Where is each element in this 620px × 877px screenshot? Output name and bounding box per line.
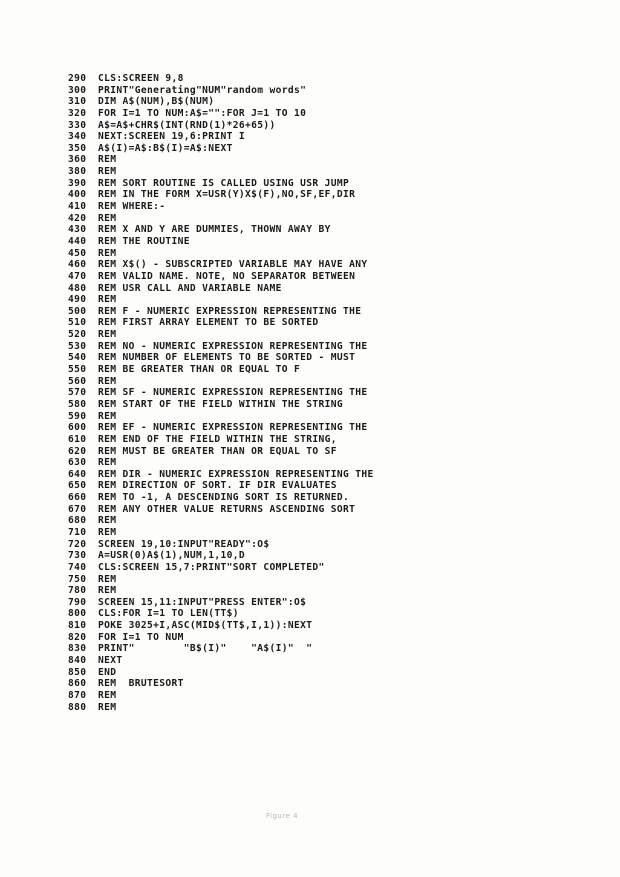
line-number: 630 — [68, 457, 87, 469]
line-number: 840 — [68, 655, 87, 667]
code-line — [68, 515, 374, 527]
code-text: REM X$() - SUBSCRIPTED VARIABLE MAY HAVE ANY — [98, 259, 368, 271]
code-line — [68, 271, 374, 283]
code-text: REM — [98, 457, 117, 469]
code-line — [68, 154, 374, 166]
code-line — [68, 608, 374, 620]
code-line — [68, 283, 374, 295]
code-line — [68, 690, 374, 702]
line-number: 720 — [68, 538, 87, 550]
code-text: REM VALID NAME. NOTE, NO SEPARATOR BETWEEN — [98, 270, 356, 282]
code-text: REM BE GREATER THAN OR EQUAL TO F — [98, 364, 301, 376]
code-line — [68, 585, 374, 597]
code-text: A=USR(0)A$(1),NUM,1,10,D — [98, 550, 246, 562]
line-number: 460 — [68, 259, 87, 271]
code-text: POKE 3025+I,ASC(MID$(TT$,I,1)):NEXT — [98, 620, 313, 632]
code-text: FOR I=1 TO NUM:A$="":FOR J=1 TO 10 — [98, 107, 307, 119]
code-text: REM TO -1, A DESCENDING SORT IS RETURNED. — [98, 492, 350, 504]
code-line — [68, 236, 374, 248]
code-text: REM X AND Y ARE DUMMIES, THOWN AWAY BY — [98, 224, 331, 236]
code-text: REM — [98, 701, 117, 713]
line-number: 880 — [68, 701, 87, 713]
code-text: DIM A$(NUM),B$(NUM) — [98, 96, 215, 108]
line-number: 670 — [68, 503, 87, 515]
line-number: 310 — [68, 96, 87, 108]
code-text: REM — [98, 573, 117, 585]
line-number: 660 — [68, 492, 87, 504]
code-text: REM EF - NUMERIC EXPRESSION REPRESENTING THE — [98, 422, 368, 434]
line-number: 710 — [68, 526, 87, 538]
code-line — [68, 539, 374, 551]
line-number: 440 — [68, 235, 87, 247]
code-text: END — [98, 666, 117, 678]
line-number: 790 — [68, 596, 87, 608]
code-line — [68, 550, 374, 562]
line-number: 740 — [68, 561, 87, 573]
basic-program-listing — [68, 73, 374, 713]
line-number: 330 — [68, 119, 87, 131]
code-line — [68, 189, 374, 201]
code-line — [68, 457, 374, 469]
code-text: REM WHERE:- — [98, 201, 166, 213]
code-line — [68, 480, 374, 492]
code-line — [68, 411, 374, 423]
code-text: REM — [98, 375, 117, 387]
code-text: CLS:FOR I=1 TO LEN(TT$) — [98, 608, 239, 620]
code-text: REM NO - NUMERIC EXPRESSION REPRESENTING THE — [98, 340, 368, 352]
code-line — [68, 422, 374, 434]
line-number: 320 — [68, 107, 87, 119]
code-text: REM — [98, 294, 117, 306]
code-text: REM START OF THE FIELD WITHIN THE STRING — [98, 398, 344, 410]
code-line — [68, 259, 374, 271]
line-number: 830 — [68, 643, 87, 655]
line-number: 420 — [68, 212, 87, 224]
code-text: REM BRUTESORT — [98, 678, 184, 690]
code-text: FOR I=1 TO NUM — [98, 631, 184, 643]
code-line — [68, 376, 374, 388]
code-text: REM DIR - NUMERIC EXPRESSION REPRESENTING THE — [98, 468, 374, 480]
code-line — [68, 527, 374, 539]
code-text: REM THE ROUTINE — [98, 235, 190, 247]
code-line — [68, 329, 374, 341]
code-line — [68, 399, 374, 411]
code-line — [68, 643, 374, 655]
code-line — [68, 306, 374, 318]
code-line — [68, 352, 374, 364]
line-number: 450 — [68, 247, 87, 259]
line-number: 680 — [68, 515, 87, 527]
code-text: REM USR CALL AND VARIABLE NAME — [98, 282, 282, 294]
code-line — [68, 143, 374, 155]
code-line — [68, 504, 374, 516]
code-text: NEXT — [98, 655, 123, 667]
line-number: 340 — [68, 131, 87, 143]
code-line — [68, 131, 374, 143]
line-number: 610 — [68, 433, 87, 445]
line-number: 490 — [68, 294, 87, 306]
code-line — [68, 446, 374, 458]
code-line — [68, 201, 374, 213]
code-line — [68, 166, 374, 178]
code-text: REM — [98, 212, 117, 224]
code-line — [68, 178, 374, 190]
code-line — [68, 120, 374, 132]
code-line — [68, 620, 374, 632]
code-line — [68, 678, 374, 690]
code-line — [68, 224, 374, 236]
line-number: 430 — [68, 224, 87, 236]
code-line — [68, 667, 374, 679]
code-line — [68, 387, 374, 399]
code-line — [68, 85, 374, 97]
line-number: 390 — [68, 177, 87, 189]
code-text: REM — [98, 689, 117, 701]
code-line — [68, 702, 374, 714]
line-number: 520 — [68, 329, 87, 341]
code-line — [68, 434, 374, 446]
line-number: 470 — [68, 270, 87, 282]
figure-caption: Figure 4 — [266, 812, 299, 820]
code-line — [68, 317, 374, 329]
code-line — [68, 108, 374, 120]
line-number: 820 — [68, 631, 87, 643]
line-number: 620 — [68, 445, 87, 457]
code-text: PRINT"Generating"NUM"random words" — [98, 84, 307, 96]
code-text: CLS:SCREEN 9,8 — [98, 73, 184, 84]
code-text: REM IN THE FORM X=USR(Y)X$(F),NO,SF,EF,DIR — [98, 189, 356, 201]
code-text: REM — [98, 585, 117, 597]
code-text: A$(I)=A$:B$(I)=A$:NEXT — [98, 142, 233, 154]
code-line — [68, 562, 374, 574]
code-text: REM — [98, 515, 117, 527]
line-number: 410 — [68, 201, 87, 213]
code-line — [68, 492, 374, 504]
code-text: REM — [98, 526, 117, 538]
code-text: REM — [98, 247, 117, 259]
line-number: 290 — [68, 73, 87, 84]
line-number: 870 — [68, 689, 87, 701]
code-text: CLS:SCREEN 15,7:PRINT"SORT COMPLETED" — [98, 561, 325, 573]
code-line — [68, 248, 374, 260]
code-text: SCREEN 19,10:INPUT"READY":O$ — [98, 538, 270, 550]
code-text: REM SORT ROUTINE IS CALLED USING USR JUMP — [98, 177, 350, 189]
line-number: 350 — [68, 142, 87, 154]
code-line — [68, 364, 374, 376]
code-line — [68, 597, 374, 609]
code-text: SCREEN 15,11:INPUT"PRESS ENTER":O$ — [98, 596, 307, 608]
line-number: 730 — [68, 550, 87, 562]
line-number: 590 — [68, 410, 87, 422]
line-number: 650 — [68, 480, 87, 492]
line-number: 550 — [68, 364, 87, 376]
code-line — [68, 96, 374, 108]
line-number: 510 — [68, 317, 87, 329]
line-number: 800 — [68, 608, 87, 620]
line-number: 500 — [68, 305, 87, 317]
code-line — [68, 294, 374, 306]
code-text: REM F - NUMERIC EXPRESSION REPRESENTING THE — [98, 305, 362, 317]
code-line — [68, 341, 374, 353]
code-text: REM SF - NUMERIC EXPRESSION REPRESENTING THE — [98, 387, 368, 399]
code-text: REM — [98, 329, 117, 341]
code-line — [68, 574, 374, 586]
code-text: REM — [98, 410, 117, 422]
line-number: 750 — [68, 573, 87, 585]
code-text: REM DIRECTION OF SORT. IF DIR EVALUATES — [98, 480, 337, 492]
line-number: 540 — [68, 352, 87, 364]
code-text: REM — [98, 154, 117, 166]
line-number: 560 — [68, 375, 87, 387]
line-number: 640 — [68, 468, 87, 480]
line-number: 810 — [68, 620, 87, 632]
code-text: REM MUST BE GREATER THAN OR EQUAL TO SF — [98, 445, 337, 457]
line-number: 400 — [68, 189, 87, 201]
code-text: REM — [98, 166, 117, 178]
line-number: 380 — [68, 166, 87, 178]
code-line — [68, 73, 374, 85]
code-text: REM END OF THE FIELD WITHIN THE STRING, — [98, 433, 337, 445]
line-number: 480 — [68, 282, 87, 294]
line-number: 600 — [68, 422, 87, 434]
line-number: 570 — [68, 387, 87, 399]
code-text: A$=A$+CHR$(INT(RND(1)*26+65)) — [98, 119, 276, 131]
code-text: NEXT:SCREEN 19,6:PRINT I — [98, 131, 246, 143]
code-text: REM ANY OTHER VALUE RETURNS ASCENDING SORT — [98, 503, 356, 515]
line-number: 360 — [68, 154, 87, 166]
code-text: REM FIRST ARRAY ELEMENT TO BE SORTED — [98, 317, 319, 329]
line-number: 580 — [68, 398, 87, 410]
code-line — [68, 655, 374, 667]
line-number: 780 — [68, 585, 87, 597]
code-line — [68, 469, 374, 481]
code-line — [68, 632, 374, 644]
line-number: 300 — [68, 84, 87, 96]
code-text: PRINT" "B$(I)" "A$(I)" " — [98, 643, 313, 655]
code-line — [68, 213, 374, 225]
line-number: 850 — [68, 666, 87, 678]
line-number: 860 — [68, 678, 87, 690]
line-number: 530 — [68, 340, 87, 352]
code-text: REM NUMBER OF ELEMENTS TO BE SORTED - MUST — [98, 352, 356, 364]
